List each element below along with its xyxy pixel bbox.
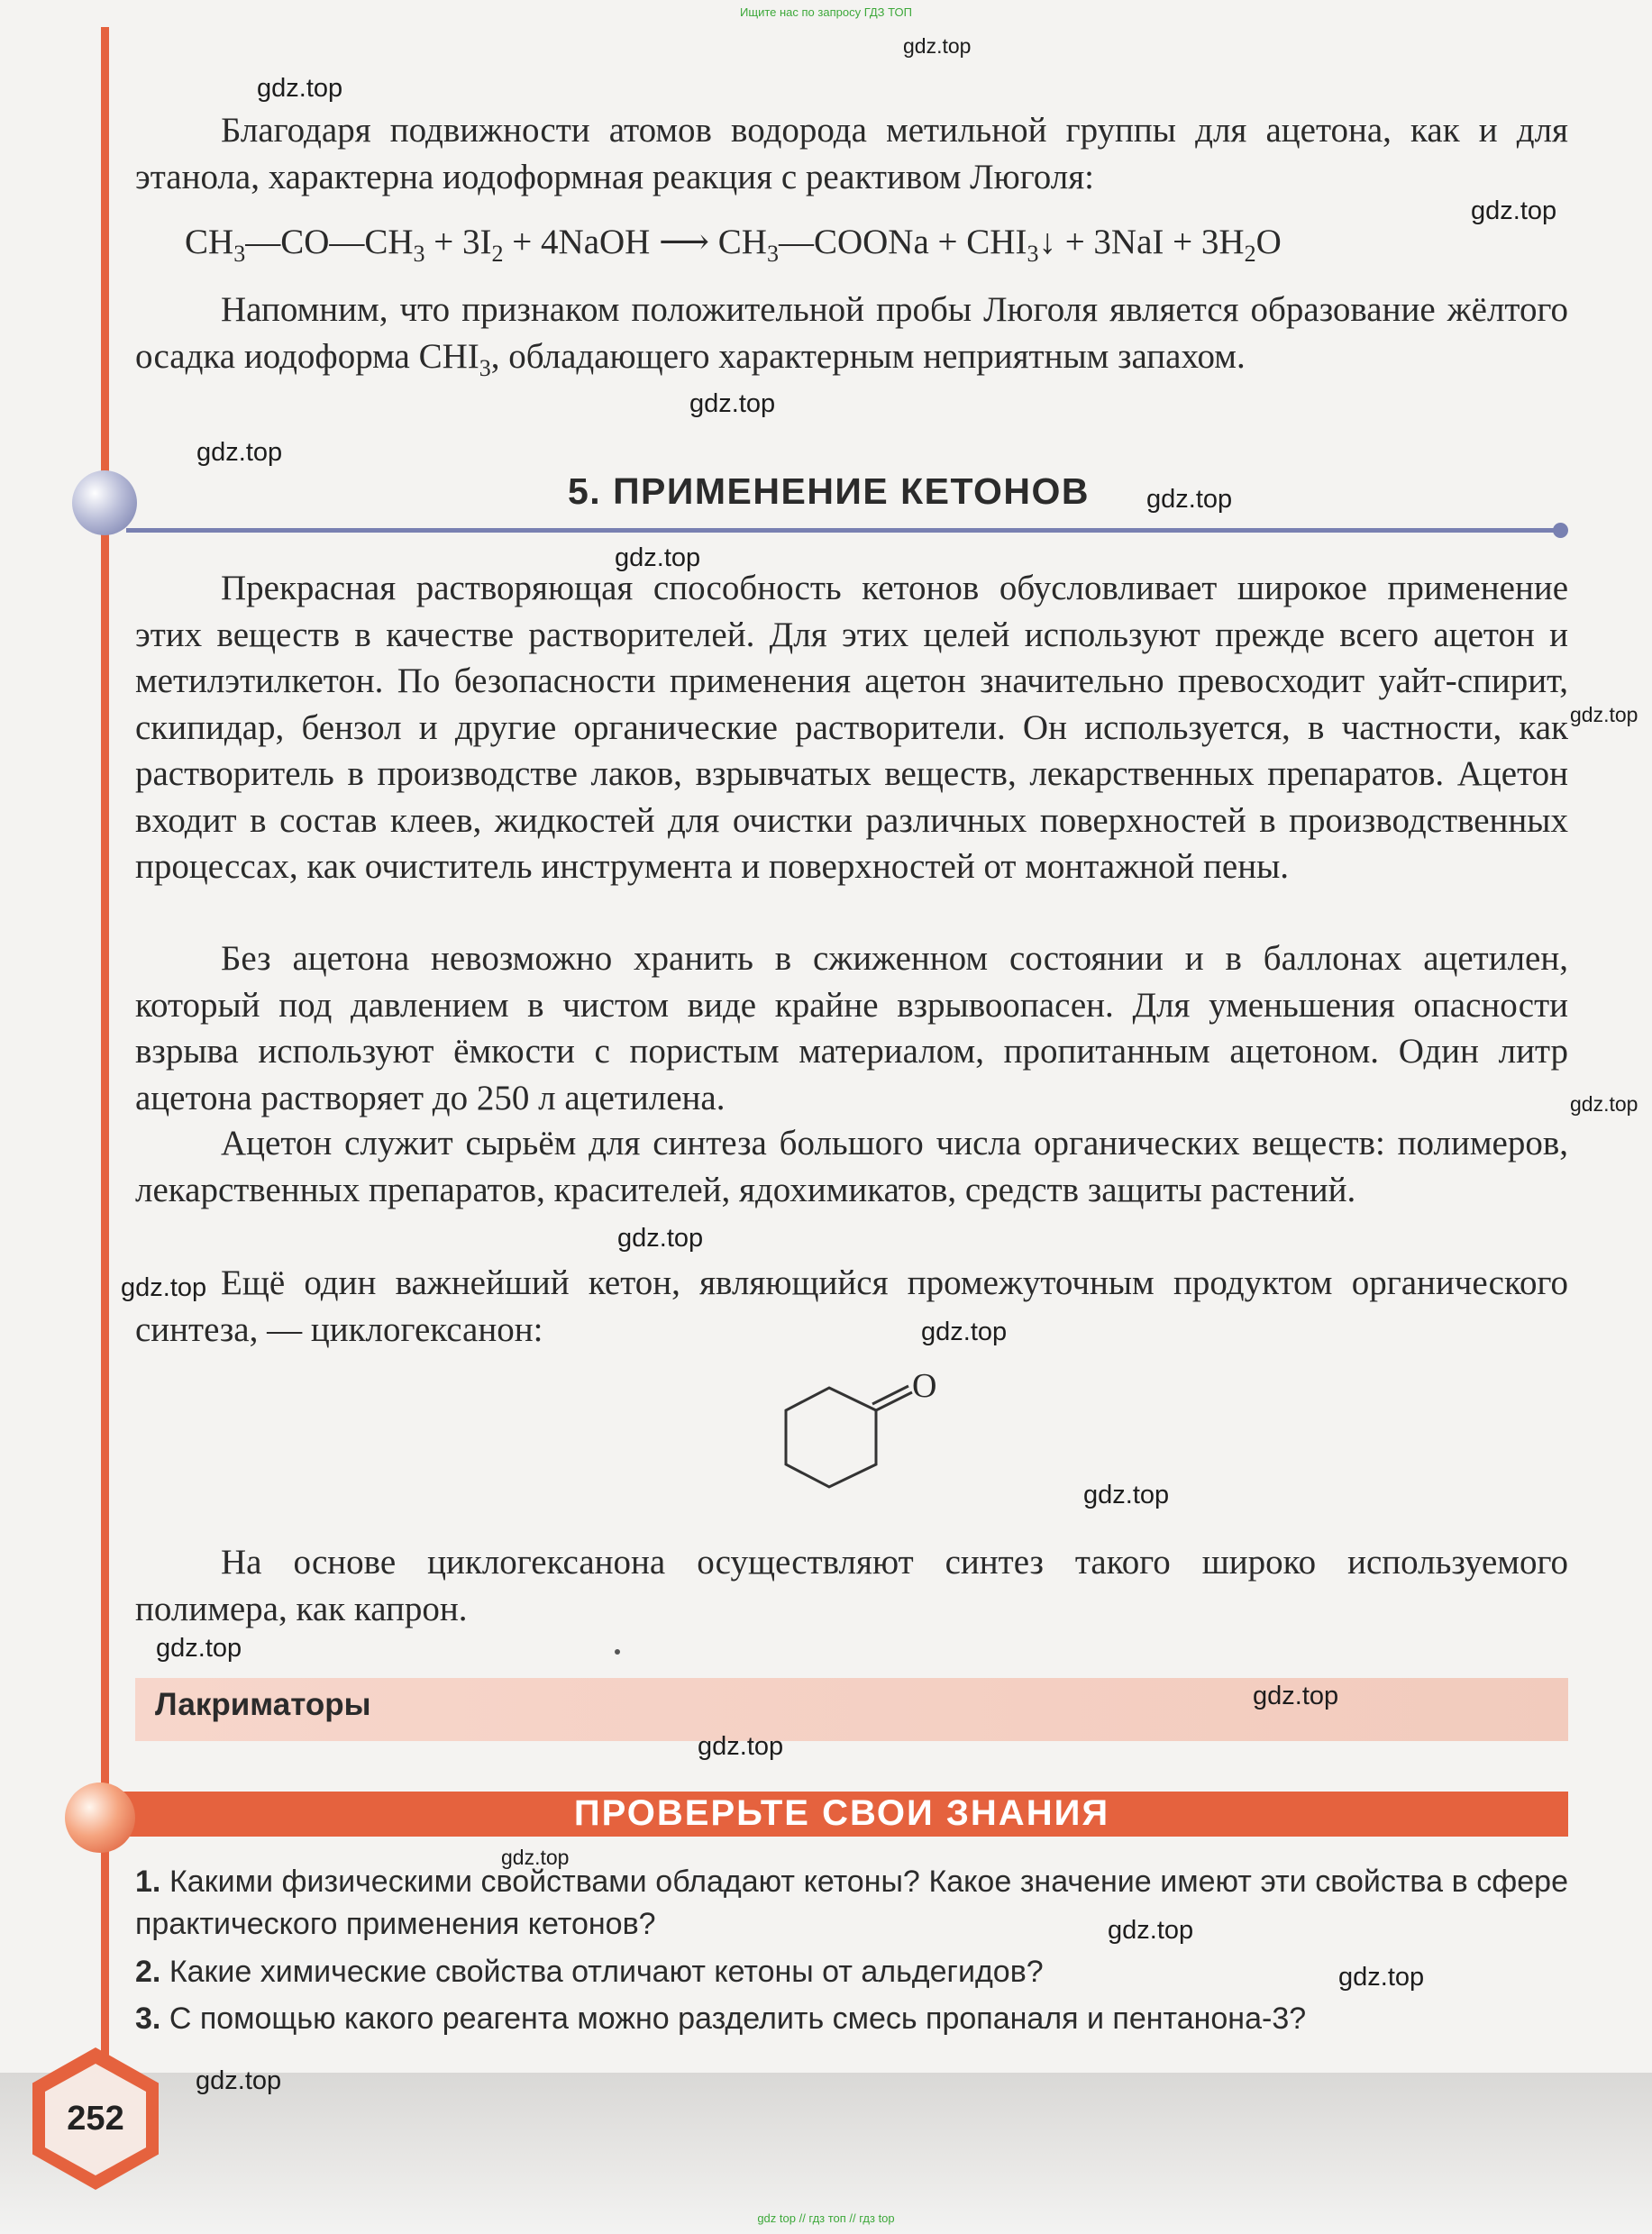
watermark: gdz.top (921, 1318, 1008, 1346)
watermark: gdz.top (1083, 1481, 1170, 1509)
watermark: gdz.top (1108, 1916, 1194, 1945)
watermark: gdz.top (615, 543, 701, 572)
question-2: 2. Какие химические свойства отличают кетоны от альдегидов? (135, 1955, 1044, 1989)
carbonyl-bond-2 (872, 1386, 908, 1404)
watermark: gdz.top (196, 2066, 282, 2095)
top-search-note: Ищите нас по запросу ГДЗ ТОП (740, 5, 912, 19)
watermark: gdz.top (1570, 1092, 1638, 1116)
watermark: gdz.top (257, 74, 343, 103)
bottom-search-note: gdz top // гдз топ // гдз top (757, 2211, 895, 2225)
question-3: 3. С помощью какого реагента можно разделить смесь пропаналя и пентанона-3? (135, 2001, 1307, 2036)
section-paragraph-5: На основе циклогексанона осуществляют синтез такого широко используемого полимера, как капрон. (135, 1543, 1568, 1628)
bottom-band (0, 2073, 1652, 2234)
section-ball-icon (72, 470, 137, 535)
section-rule-end-dot (1553, 523, 1568, 538)
watermark: gdz.top (196, 438, 283, 467)
iodoform-reaction-formula: $CH_3—CO—CH_3 + 3I_2$ + 4NaOH ⟶ $CH_3—COONa$ + $CHI_3↓ + 3NaI + 3H_2O$ (185, 223, 1282, 267)
watermark: gdz.top (1570, 703, 1638, 726)
watermark: gdz.top (689, 389, 776, 418)
section-title: 5. ПРИМЕНЕНИЕ КЕТОНОВ (568, 470, 1091, 512)
print-speck (615, 1649, 620, 1655)
cyclohexane-ring (786, 1388, 876, 1487)
margin-line (101, 27, 109, 2064)
watermark: gdz.top (617, 1224, 704, 1253)
check-knowledge-title: ПРОВЕРЬТЕ СВОИ ЗНАНИЯ (573, 1793, 1110, 1833)
watermark: gdz.top (903, 34, 972, 58)
cyclohexanone-structure (775, 1368, 955, 1512)
watermark: gdz.top (156, 1634, 242, 1663)
watermark: gdz.top (698, 1732, 784, 1761)
page-number: 252 (67, 2100, 124, 2138)
section-paragraph-1: Прекрасная растворяющая способность кетонов обусловливает широкое применение этих веществ в качестве растворителей. Для этих целей используют прежде всего ацетон и метилэтилкетон. По безопасности применения ацетон значительно превосходит уайт-спирит, скипидар, бензол и другие органические растворители. Он используется, в частности, как растворитель в производстве лаков, взрывчатых веществ, лекарственных препаратов. Ацетон входит в состав клеев, жидкостей для очистки различных поверхностей в производственных процессах, как очиститель инструмента и поверхностей от монтажной пены. (135, 569, 1568, 886)
watermark: gdz.top (1253, 1682, 1339, 1710)
question-1: 1. Какими физическими свойствами обладают кетоны? Какое значение имеют эти свойства в сфере практического применения кетонов? (135, 1865, 1568, 1941)
oxygen-label: O (912, 1368, 937, 1405)
carbonyl-bond-1 (876, 1392, 912, 1410)
watermark: gdz.top (121, 1273, 207, 1302)
watermark: gdz.top (1146, 485, 1233, 514)
section-rule (126, 528, 1559, 533)
lacrimators-title: Лакриматоры (155, 1687, 371, 1722)
intro-paragraph-1: Благодаря подвижности атомов водорода метильной группы для ацетона, как и для этанола, характерна иодоформная реакция с реактивом Люголя: (135, 111, 1568, 196)
section-paragraph-4: Ещё один важнейший кетон, являющийся промежуточным продуктом органического синтеза, — циклогексанон: (135, 1263, 1568, 1349)
intro-paragraph-2: Напомним, что признаком положительной пробы Люголя является образование жёлтого осадка иодоформа $CHI_3$, обладающего характерным неприятным запахом. (135, 290, 1568, 381)
watermark: gdz.top (1338, 1963, 1425, 1992)
watermark: gdz.top (1471, 196, 1557, 225)
section-paragraph-3: Ацетон служит сырьём для синтеза большого числа органических веществ: полимеров, лекарственных препаратов, красителей, ядохимикатов, средств защиты растений. (135, 1124, 1568, 1209)
section-paragraph-2: Без ацетона невозможно хранить в сжиженном состоянии и в баллонах ацетилен, который под давлением в чистом виде крайне взрывоопасен. Для уменьшения опасности взрыва используют ёмкости с пористым материалом, пропитанным ацетоном. Один литр ацетона растворяет до 250 л ацетилена. (135, 939, 1568, 1117)
watermark: gdz.top (501, 1846, 570, 1869)
reaction-arrow: ⟶ (659, 223, 710, 261)
